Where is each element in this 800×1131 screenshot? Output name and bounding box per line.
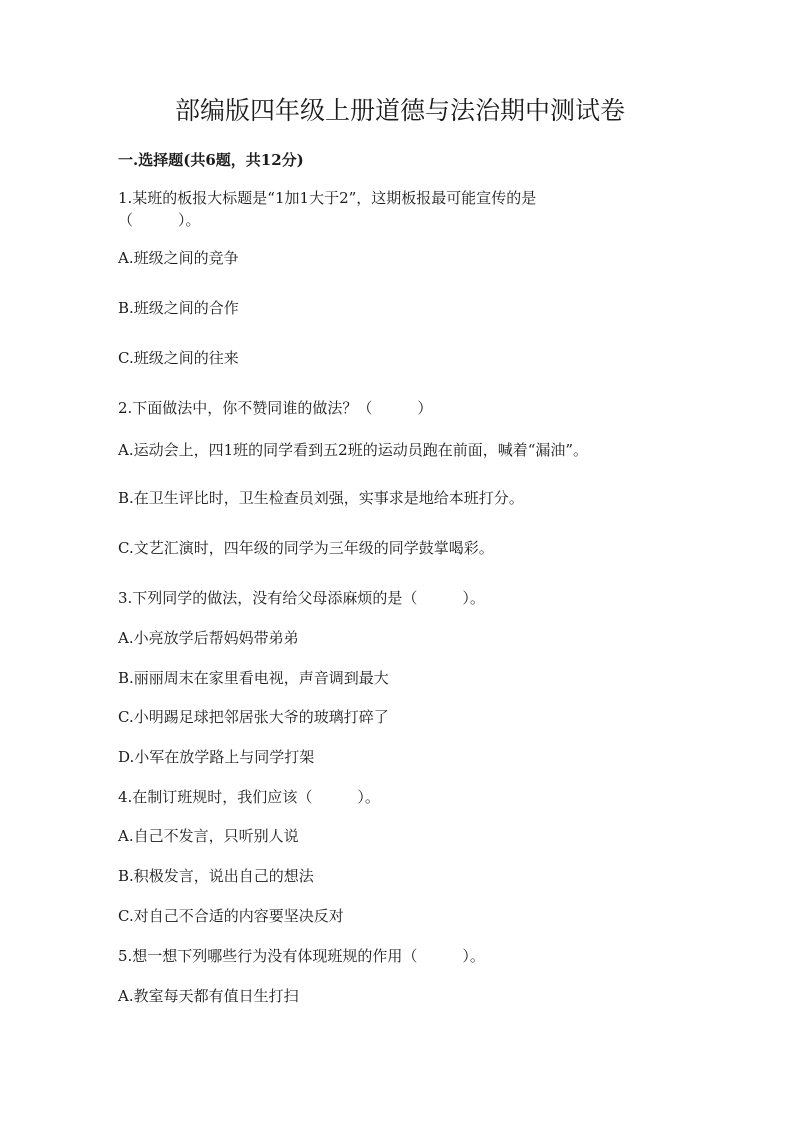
question-5-option-a: A.教室每天都有值日生打扫 <box>118 987 299 1005</box>
question-3-stem: 3.下列同学的做法，没有给父母添麻烦的是（ ）。 <box>118 589 485 607</box>
question-1-option-b: B.班级之间的合作 <box>118 299 239 317</box>
question-4-stem: 4.在制订班规时，我们应该（ ）。 <box>118 788 380 806</box>
question-3-option-b: B.丽丽周末在家里看电视，声音调到最大 <box>118 669 389 687</box>
question-3-option-c: C.小明踢足球把邻居张大爷的玻璃打碎了 <box>118 708 389 726</box>
question-3-option-d: D.小军在放学路上与同学打架 <box>118 748 315 766</box>
page-title: 部编版四年级上册道德与法治期中测试卷 <box>174 96 625 125</box>
question-5-stem: 5.想一想下列哪些行为没有体现班规的作用（ ）。 <box>118 947 485 965</box>
question-1-option-c: C.班级之间的往来 <box>118 349 239 367</box>
question-4-option-a: A.自己不发言，只听别人说 <box>118 827 299 845</box>
question-4-option-c: C.对自己不合适的内容要坚决反对 <box>118 907 344 925</box>
question-2-option-a: A.运动会上，四1班的同学看到五2班的运动员跑在前面，喊着“漏油”。 <box>118 441 589 459</box>
question-2-stem: 2.下面做法中，你不赞同谁的做法？（ ） <box>118 399 433 417</box>
question-4-option-b: B.积极发言，说出自己的想法 <box>118 867 314 885</box>
section-heading: 一.选择题(共6题，共12分) <box>118 151 304 169</box>
question-3-option-a: A.小亮放学后帮妈妈带弟弟 <box>118 629 299 647</box>
question-2-option-c: C.文艺汇演时，四年级的同学为三年级的同学鼓掌喝彩。 <box>118 539 494 557</box>
question-1-stem: 1.某班的板报大标题是“1加1大于2”，这期板报最可能宣传的是 <box>118 189 537 207</box>
question-1-stem-continued: （ ）。 <box>118 211 201 229</box>
question-1-option-a: A.班级之间的竞争 <box>118 249 239 267</box>
question-2-option-b: B.在卫生评比时，卫生检查员刘强，实事求是地给本班打分。 <box>118 489 524 507</box>
